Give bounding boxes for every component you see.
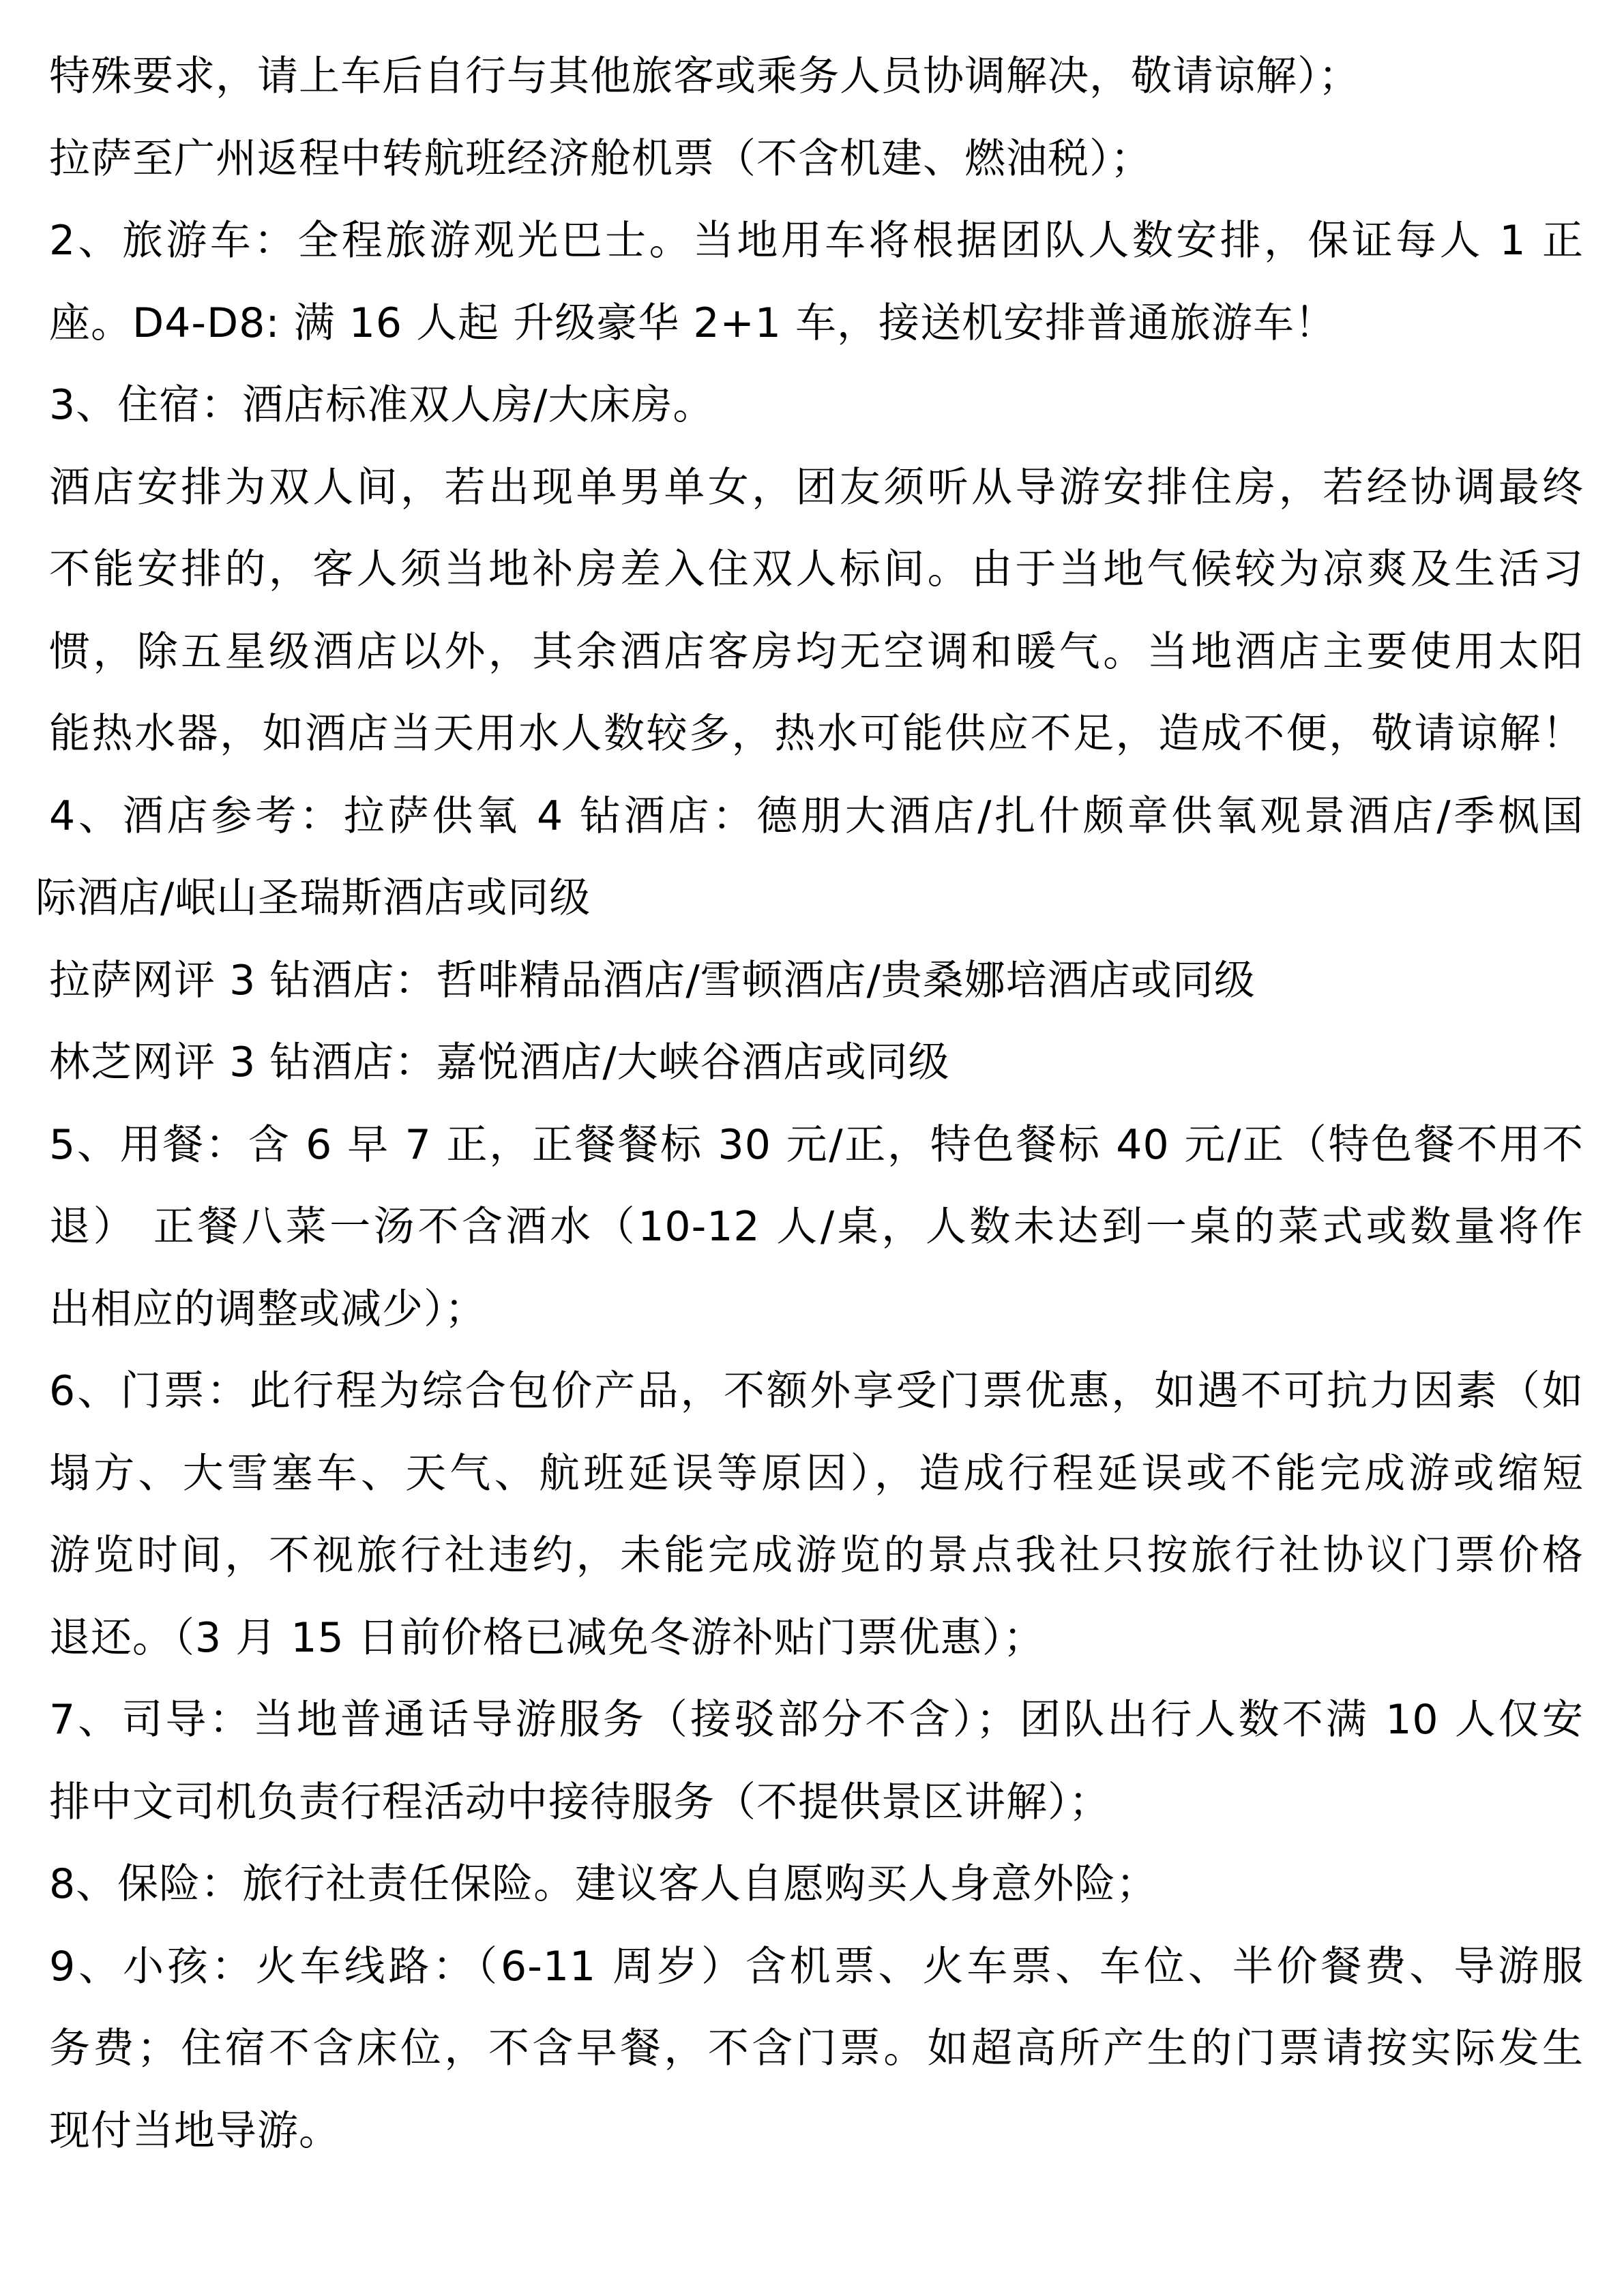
text-line: 退） 正餐八菜一汤不含酒水（10-12 人/桌，人数未达到一桌的菜式或数量将作: [49, 1203, 1584, 1251]
text-line: 塌方、大雪塞车、天气、航班延误等原因），造成行程延误或不能完成游或缩短: [49, 1450, 1584, 1497]
text-line: 务费；住宿不含床位，不含早餐，不含门票。如超高所产生的门票请按实际发生: [49, 2025, 1584, 2072]
text-line: 4、酒店参考：拉萨供氧 4 钻酒店：德朋大酒店/扎什颇章供氧观景酒店/季枫国: [49, 792, 1584, 840]
text-line: 际酒店/岷山圣瑞斯酒店或同级: [35, 874, 591, 922]
text-line: 座。D4-D8: 满 16 人起 升级豪华 2+1 车，接送机安排普通旅游车！: [49, 299, 1337, 347]
text-line: 现付当地导游。: [49, 2107, 340, 2155]
text-line: 能热水器，如酒店当天用水人数较多，热水可能供应不足，造成不便，敬请谅解！: [49, 710, 1584, 758]
text-line: 惯，除五星级酒店以外，其余酒店客房均无空调和暖气。当地酒店主要使用太阳: [49, 628, 1584, 676]
text-line: 特殊要求，请上车后自行与其他旅客或乘务人员协调解决，敬请谅解）；: [49, 53, 1360, 100]
text-line: 拉萨网评 3 钻酒店：哲啡精品酒店/雪顿酒店/贵桑娜培酒店或同级: [49, 957, 1256, 1004]
text-line: 排中文司机负责行程活动中接待服务（不提供景区讲解）；: [49, 1778, 1110, 1826]
text-line: 7、司导：当地普通话导游服务（接驳部分不含）；团队出行人数不满 10 人仅安: [49, 1696, 1584, 1744]
text-line: 不能安排的，客人须当地补房差入住双人标间。由于当地气候较为凉爽及生活习: [49, 546, 1584, 593]
text-line: 林芝网评 3 钻酒店：嘉悦酒店/大峡谷酒店或同级: [49, 1039, 950, 1086]
text-line: 5、用餐：含 6 早 7 正，正餐餐标 30 元/正，特色餐标 40 元/正（特色餐不用不: [49, 1121, 1584, 1169]
text-line: 退还。（3 月 15 日前价格已减免冬游补贴门票优惠）；: [49, 1614, 1045, 1662]
text-line: 2、旅游车：全程旅游观光巴士。当地用车将根据团队人数安排，保证每人 1 正: [49, 217, 1584, 265]
text-line: 9、小孩：火车线路：（6-11 周岁）含机票、火车票、车位、半价餐费、导游服: [49, 1943, 1584, 1991]
text-line: 出相应的调整或减少）；: [49, 1285, 486, 1333]
text-line: 6、门票：此行程为综合包价产品，不额外享受门票优惠，如遇不可抗力因素（如: [49, 1367, 1584, 1415]
text-line: 拉萨至广州返程中转航班经济舱机票（不含机建、燃油税）；: [49, 135, 1152, 183]
text-line: 酒店安排为双人间，若出现单男单女，团友须听从导游安排住房，若经协调最终: [49, 464, 1584, 511]
text-line: 3、住宿：酒店标准双人房/大床房。: [49, 381, 715, 429]
text-line: 游览时间，不视旅行社违约，未能完成游览的景点我社只按旅行社协议门票价格: [49, 1532, 1584, 1579]
text-line: 8、保险：旅行社责任保险。建议客人自愿购买人身意外险；: [49, 1860, 1158, 1908]
